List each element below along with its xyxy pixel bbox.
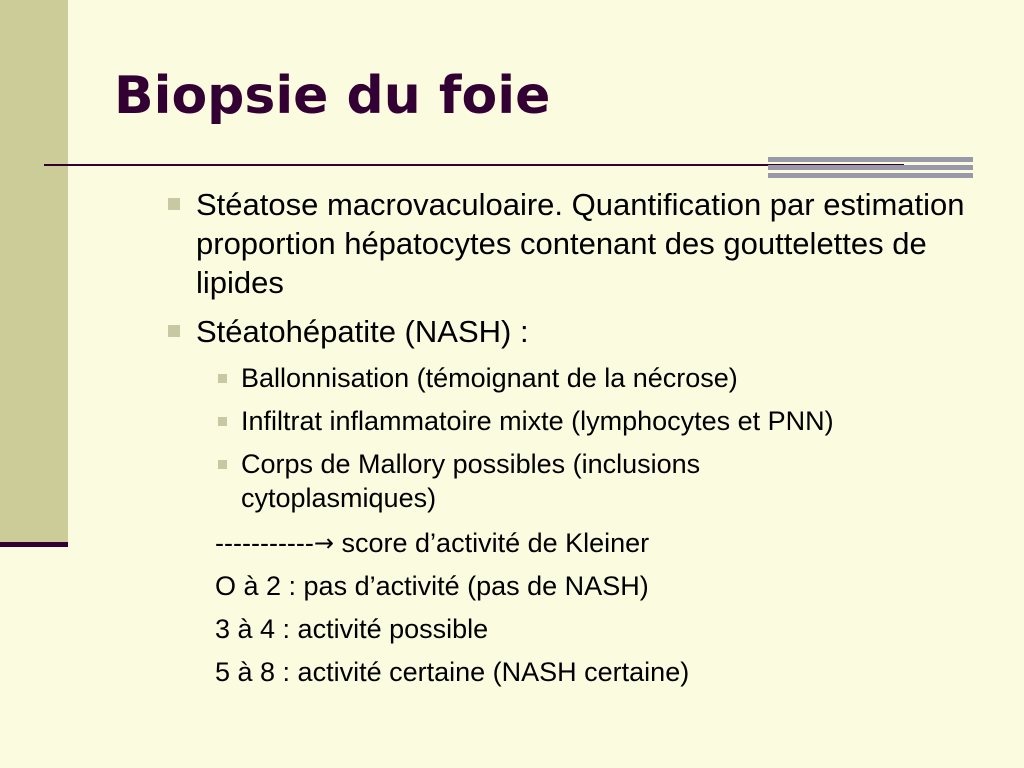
sub-bullet-text: Ballonnisation (témoignant de la nécrose) [241,363,738,393]
bullet-text: Stéatohépatite (NASH) : [196,314,529,349]
slide-title: Biopsie du foie [114,66,551,126]
sub-bullet-text: Infiltrat inflammatoire mixte (lymphocytes et PNN) [241,406,834,436]
bullet-item [196,312,976,351]
right-arrow-icon: → [313,529,335,557]
score-range-line: 3 à 4 : activité possible [215,614,489,644]
square-bullet-icon [168,198,180,210]
square-bullet-icon [168,325,180,337]
score-range-line: O à 2 : pas d’activité (pas de NASH) [215,571,649,601]
score-label: score d’activité de Kleiner [334,528,650,558]
bullet-item [196,185,976,302]
sub-bullet-item [241,361,961,395]
square-bullet-icon [218,374,227,383]
sub-bullet-item [241,447,841,515]
square-bullet-icon [218,417,227,426]
sub-bullet-item [241,404,981,438]
score-dashes: ----------- [215,528,314,558]
bullet-text: Stéatose macrovaculoaire. Quantification par estimation proportion hépatocytes contenant des gouttelettes de lipides [196,187,965,300]
score-range-line: 5 à 8 : activité certaine (NASH certaine) [215,657,690,687]
kleiner-score-line [215,526,649,560]
square-bullet-icon [218,460,227,469]
sub-bullet-text: Corps de Mallory possibles (inclusions cytoplasmiques) [241,449,701,513]
